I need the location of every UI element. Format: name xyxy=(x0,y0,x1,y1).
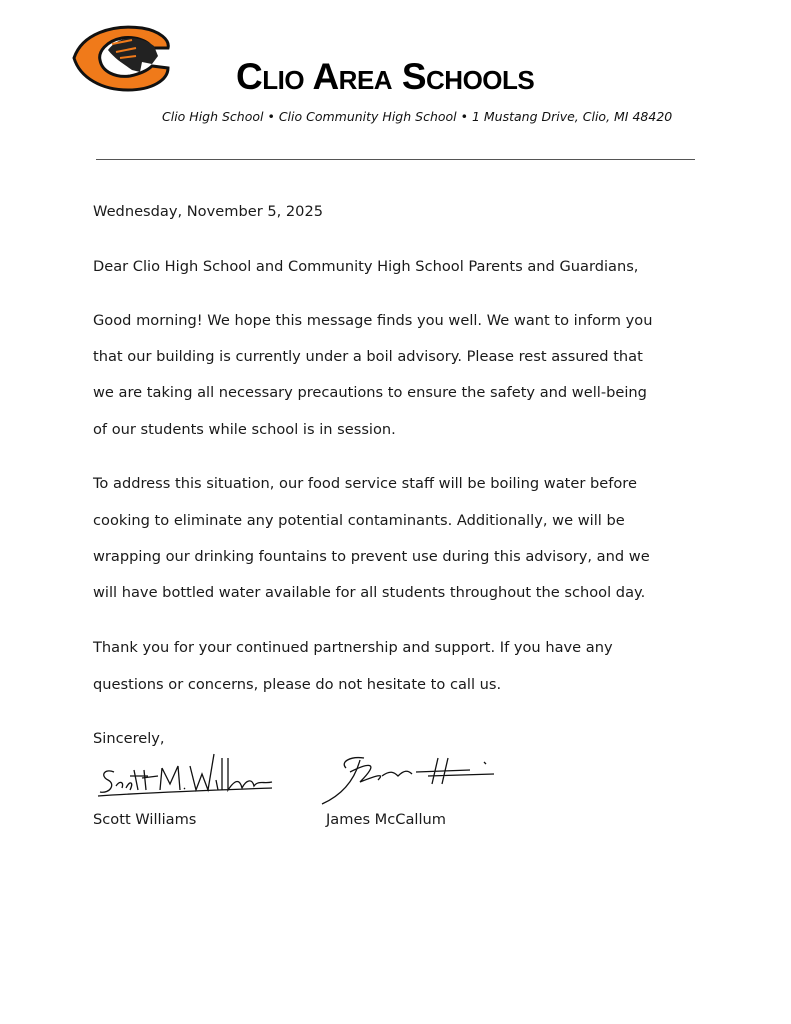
letter-closing: Sincerely, xyxy=(93,730,165,747)
header-divider xyxy=(96,159,695,160)
signature-james-mccallum xyxy=(320,752,500,810)
signature-scott-williams xyxy=(96,750,274,804)
organization-address: Clio High School • Clio Community High School • 1 Mustang Drive, Clio, MI 48420 xyxy=(162,109,673,124)
paragraph-line: wrapping our drinking fountains to prevent use during this advisory, and we xyxy=(93,548,650,565)
paragraph-line: of our students while school is in session. xyxy=(93,421,396,438)
letter-salutation: Dear Clio High School and Community High School Parents and Guardians, xyxy=(93,258,639,275)
school-logo xyxy=(72,24,172,92)
paragraph-line: we are taking all necessary precautions to ensure the safety and well-being xyxy=(93,384,647,401)
letter-date: Wednesday, November 5, 2025 xyxy=(93,203,324,220)
paragraph-line: questions or concerns, please do not hesitate to call us. xyxy=(93,676,502,693)
signer-name: Scott Williams xyxy=(93,811,197,828)
paragraph-line: cooking to eliminate any potential contaminants. Additionally, we will be xyxy=(93,512,625,529)
paragraph-line: Good morning! We hope this message finds you well. We want to inform you xyxy=(93,312,653,329)
organization-title: Clio Area Schools xyxy=(236,56,535,97)
paragraph-line: will have bottled water available for all students throughout the school day. xyxy=(93,584,646,601)
paragraph-line: To address this situation, our food service staff will be boiling water before xyxy=(93,475,637,492)
paragraph-line: Thank you for your continued partnership and support. If you have any xyxy=(93,639,613,656)
paragraph-line: that our building is currently under a boil advisory. Please rest assured that xyxy=(93,348,643,365)
signer-name: James McCallum xyxy=(326,811,447,828)
